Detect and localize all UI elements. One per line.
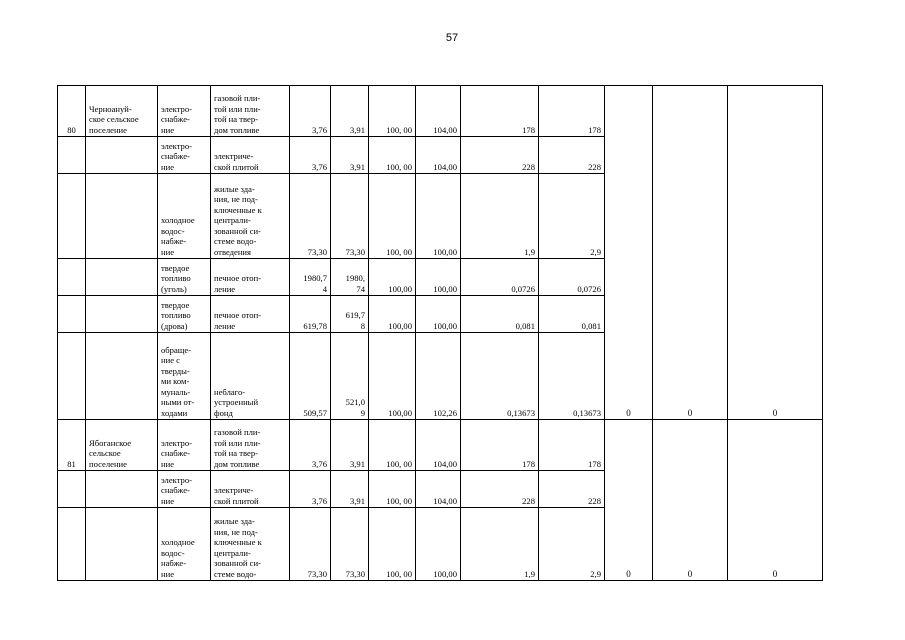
cell-v6: 0,081	[539, 296, 605, 333]
cell-no: 81	[58, 420, 86, 471]
cell-v2: 3,91	[331, 137, 369, 174]
table-row	[58, 420, 823, 471]
cell-type: неблаго- устроенный фонд	[211, 333, 290, 420]
cell-settlement	[86, 296, 158, 333]
cell-settlement	[86, 471, 158, 508]
cell-type: печное отоп- ление	[211, 259, 290, 296]
cell-service: электро- снабже- ние	[158, 137, 211, 174]
cell-v2: 1980, 74	[331, 259, 369, 296]
cell-v3: 100, 00	[369, 508, 416, 581]
cell-v3: 100,00	[369, 259, 416, 296]
cell-v1: 73,30	[290, 508, 331, 581]
cell-v6: 178	[539, 86, 605, 137]
cell-v2: 521,0 9	[331, 333, 369, 420]
cell-v6: 0,0726	[539, 259, 605, 296]
cell-type: газовой пли- той или пли- той на твер- дом топливе	[211, 420, 290, 471]
summary-80-col3: 0	[728, 86, 823, 420]
cell-v5: 0,0726	[461, 259, 539, 296]
cell-service: холодное водос- набже- ние	[158, 508, 211, 581]
cell-v1: 3,76	[290, 420, 331, 471]
cell-v3: 100, 00	[369, 471, 416, 508]
cell-no	[58, 137, 86, 174]
cell-v3: 100, 00	[369, 420, 416, 471]
cell-v4: 100,00	[416, 259, 461, 296]
cell-v3: 100, 00	[369, 86, 416, 137]
cell-v5: 178	[461, 86, 539, 137]
cell-type: жилые зда- ния, не под- ключенные к централи- зованной си- стеме водо-	[211, 508, 290, 581]
cell-settlement: Черноануй- ское сельское поселение	[86, 86, 158, 137]
cell-v1: 3,76	[290, 471, 331, 508]
cell-v1: 3,76	[290, 137, 331, 174]
cell-service: холодное водос- набже- ние	[158, 174, 211, 259]
cell-v6: 228	[539, 137, 605, 174]
cell-no	[58, 259, 86, 296]
cell-v3: 100,00	[369, 296, 416, 333]
cell-no	[58, 174, 86, 259]
cell-service: электро- снабже- ние	[158, 471, 211, 508]
cell-type: газовой пли- той или пли- той на твер- дом топливе	[211, 86, 290, 137]
cell-no	[58, 296, 86, 333]
cell-v1: 73,30	[290, 174, 331, 259]
summary-81-col2: 0	[653, 420, 728, 581]
cell-v5: 0,081	[461, 296, 539, 333]
page-number: 57	[445, 32, 459, 44]
cell-v6: 178	[539, 420, 605, 471]
summary-80-col2: 0	[653, 86, 728, 420]
cell-v1: 509,57	[290, 333, 331, 420]
cell-v3: 100, 00	[369, 137, 416, 174]
summary-81-col3: 0	[728, 420, 823, 581]
cell-settlement	[86, 137, 158, 174]
cell-no	[58, 508, 86, 581]
cell-v1: 1980,7 4	[290, 259, 331, 296]
cell-v6: 2,9	[539, 174, 605, 259]
cell-v5: 1,9	[461, 508, 539, 581]
cell-settlement	[86, 508, 158, 581]
cell-v2: 3,91	[331, 471, 369, 508]
cell-v4: 102,26	[416, 333, 461, 420]
cell-v2: 3,91	[331, 86, 369, 137]
cell-v2: 619,7 8	[331, 296, 369, 333]
summary-80-col1: 0	[605, 86, 653, 420]
cell-v6: 0,13673	[539, 333, 605, 420]
cell-type: электриче- ской плитой	[211, 471, 290, 508]
cell-v4: 100,00	[416, 508, 461, 581]
cell-settlement	[86, 174, 158, 259]
cell-v4: 104,00	[416, 420, 461, 471]
cell-v4: 100,00	[416, 174, 461, 259]
cell-settlement: Ябоганское сельское поселение	[86, 420, 158, 471]
cell-v5: 228	[461, 137, 539, 174]
cell-v2: 73,30	[331, 508, 369, 581]
cell-no	[58, 471, 86, 508]
cell-settlement	[86, 333, 158, 420]
cell-service: электро- снабже- ние	[158, 86, 211, 137]
cell-service: обраще- ние с тверды- ми ком- муналь- ными от- ходами	[158, 333, 211, 420]
cell-v5: 1,9	[461, 174, 539, 259]
cell-type: печное отоп- ление	[211, 296, 290, 333]
cell-type: электриче- ской плитой	[211, 137, 290, 174]
cell-v1: 619,78	[290, 296, 331, 333]
cell-service: твердое топливо (уголь)	[158, 259, 211, 296]
table-row	[58, 86, 823, 137]
cell-v4: 104,00	[416, 137, 461, 174]
cell-v5: 178	[461, 420, 539, 471]
cell-v6: 228	[539, 471, 605, 508]
cell-no	[58, 333, 86, 420]
cell-settlement	[86, 259, 158, 296]
cell-no: 80	[58, 86, 86, 137]
cell-v4: 104,00	[416, 86, 461, 137]
cell-v4: 100,00	[416, 296, 461, 333]
cell-v3: 100, 00	[369, 174, 416, 259]
cell-v4: 104,00	[416, 471, 461, 508]
cell-service: твердое топливо (дрова)	[158, 296, 211, 333]
summary-81-col1: 0	[605, 420, 653, 581]
cell-type: жилые зда- ния, не под- ключенные к централи- зованной си- стеме водо- отведения	[211, 174, 290, 259]
cell-v1: 3,76	[290, 86, 331, 137]
cell-v5: 0,13673	[461, 333, 539, 420]
cell-v3: 100,00	[369, 333, 416, 420]
cell-service: электро- снабже- ние	[158, 420, 211, 471]
cell-v6: 2,9	[539, 508, 605, 581]
page-bottom-margin	[0, 586, 905, 640]
cell-v2: 3,91	[331, 420, 369, 471]
cell-v2: 73,30	[331, 174, 369, 259]
cell-v5: 228	[461, 471, 539, 508]
tariff-table	[57, 85, 823, 581]
